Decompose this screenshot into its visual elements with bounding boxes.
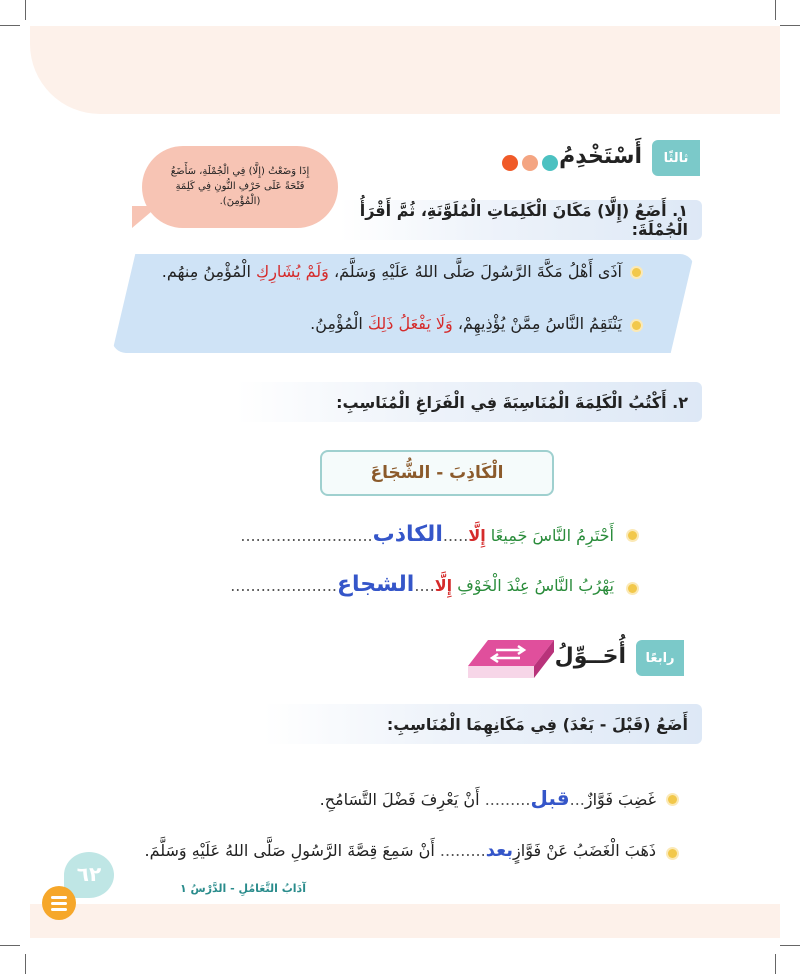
q2-s2-dots: ....	[414, 576, 435, 595]
q3-s1-answer[interactable]: قبل	[530, 786, 570, 810]
q1-s1-highlight: وَلَمْ يُشَارِكِ	[256, 262, 329, 281]
q3-s2-answer[interactable]: بعد	[485, 840, 514, 861]
q3-sentence-1	[320, 786, 656, 810]
crop-mark	[25, 954, 26, 974]
q1-prompt-bar	[340, 200, 702, 240]
section4-tab: رابعًا	[636, 640, 684, 676]
q2-s2-text: يَهْرُبُ النَّاسُ عِنْدَ الْخَوْفِ	[452, 576, 614, 595]
q2-prompt-bar	[236, 382, 702, 422]
crop-mark	[0, 945, 20, 946]
q1-s2-start: يَنْتَقِمُ النَّاسُ مِمَّنْ يُؤْذِيهِمْ،	[452, 314, 622, 333]
bullet	[668, 849, 677, 858]
q2-s1-dots-end: ..........................	[240, 526, 373, 545]
q2-s1-answer[interactable]: الكاذب	[372, 522, 443, 547]
section3-title: أَسْتَخْدِمُ	[559, 144, 642, 169]
q3-s1-dots: ...	[569, 790, 585, 809]
q2-s2-answer[interactable]: الشجاع	[337, 572, 415, 597]
tip-text: إِذَا وَضَعْتُ (إِلَّا) فِي الْجُمْلَةِ، سَأَضَعُ فَتْحَةً عَلَى حَرْفِ النُّونِ فِي كَلِمَةِ (الْمُؤْمِنَ).	[170, 166, 310, 207]
bullet	[668, 795, 677, 804]
crop-mark	[780, 945, 800, 946]
bullet	[632, 268, 641, 277]
dot-peach	[522, 155, 538, 171]
crop-mark	[775, 0, 776, 20]
crop-mark	[775, 954, 776, 974]
section3-tab: ثالثًا	[652, 140, 700, 176]
q2-prompt: ٢. أَكْتُبُ الْكَلِمَةَ الْمُنَاسِبَةَ فِي الْفَرَاغِ الْمُنَاسِبِ:	[336, 392, 688, 412]
convert-book-icon	[466, 636, 556, 684]
top-decorative-band	[30, 26, 780, 114]
dot-orange	[502, 155, 518, 171]
q3-s1-dots-end: .........	[484, 790, 531, 809]
q1-prompt: ١. أَضَعُ (إِلَّا) مَكَانَ الْكَلِمَاتِ الْمُلَوَّنَةِ، ثُمَّ أَقْرَأُ الْجُمْلَةَ:	[359, 201, 688, 239]
color-dots	[500, 155, 560, 171]
q1-s1-start: آذَى أَهْلُ مَكَّةَ الرَّسُولَ صَلَّى اللهُ عَلَيْهِ وَسَلَّمَ،	[328, 262, 622, 281]
section4-title: أُحَــوِّلُ	[554, 644, 626, 669]
q2-sentence-2	[230, 572, 614, 597]
q3-s2-start: ذَهَبَ الْغَضَبُ عَنْ فَوَّازٍ	[513, 841, 656, 860]
q1-s1-end: الْمُؤْمِنُ مِنهُم.	[161, 262, 257, 281]
q1-s2-highlight: وَلَا يَفْعَلُ ذَلِكَ	[367, 314, 453, 333]
q2-s1-text: أَحْتَرِمُ النَّاسَ جَمِيعًا	[485, 526, 614, 545]
q2-s1-dots: .....	[442, 526, 469, 545]
q3-s1-start: غَضِبَ فَوَّازٌ	[584, 790, 656, 809]
q2-s1-illa: إِلَّا	[468, 526, 486, 545]
tip-bubble	[142, 146, 338, 228]
q3-prompt: أَضَعُ (قَبْلَ - بَعْدَ) فِي مَكَانِهِمَا الْمُنَاسِبِ:	[386, 714, 688, 734]
q3-s2-end: أَنْ سَمِعَ قِصَّةَ الرَّسُولِ صَلَّى اللهُ عَلَيْهِ وَسَلَّمَ.	[144, 841, 435, 860]
q2-sentence-1	[240, 522, 614, 547]
footer-lesson: آدَابُ التَّعَامُلِ - الدَّرْسُ ١	[180, 882, 306, 895]
bullet	[632, 321, 641, 330]
q3-prompt-bar	[264, 704, 702, 744]
bullet	[628, 531, 637, 540]
q3-s2-dots-end: .........	[439, 841, 486, 860]
q1-sentence-1	[162, 262, 622, 281]
crop-mark	[780, 25, 800, 26]
crop-mark	[25, 0, 26, 20]
dot-teal	[542, 155, 558, 171]
q3-s1-end: أَنْ يَعْرِفَ فَضْلَ التَّسَامُحِ.	[319, 790, 480, 809]
q2-s2-illa: إِلَّا	[434, 576, 453, 595]
footer-logo	[42, 886, 76, 920]
q3-sentence-2	[144, 840, 656, 861]
bottom-decorative-band	[30, 904, 780, 938]
q2-s2-dots-end: .....................	[230, 576, 338, 595]
word-options-box: الْكَاذِبَ - الشُّجَاعَ	[320, 450, 554, 496]
bullet	[628, 584, 637, 593]
crop-mark	[0, 25, 20, 26]
q1-s2-end: الْمُؤْمِنُ.	[310, 314, 368, 333]
q1-sentence-2	[310, 314, 622, 333]
page-number: ٦٢	[76, 862, 102, 886]
